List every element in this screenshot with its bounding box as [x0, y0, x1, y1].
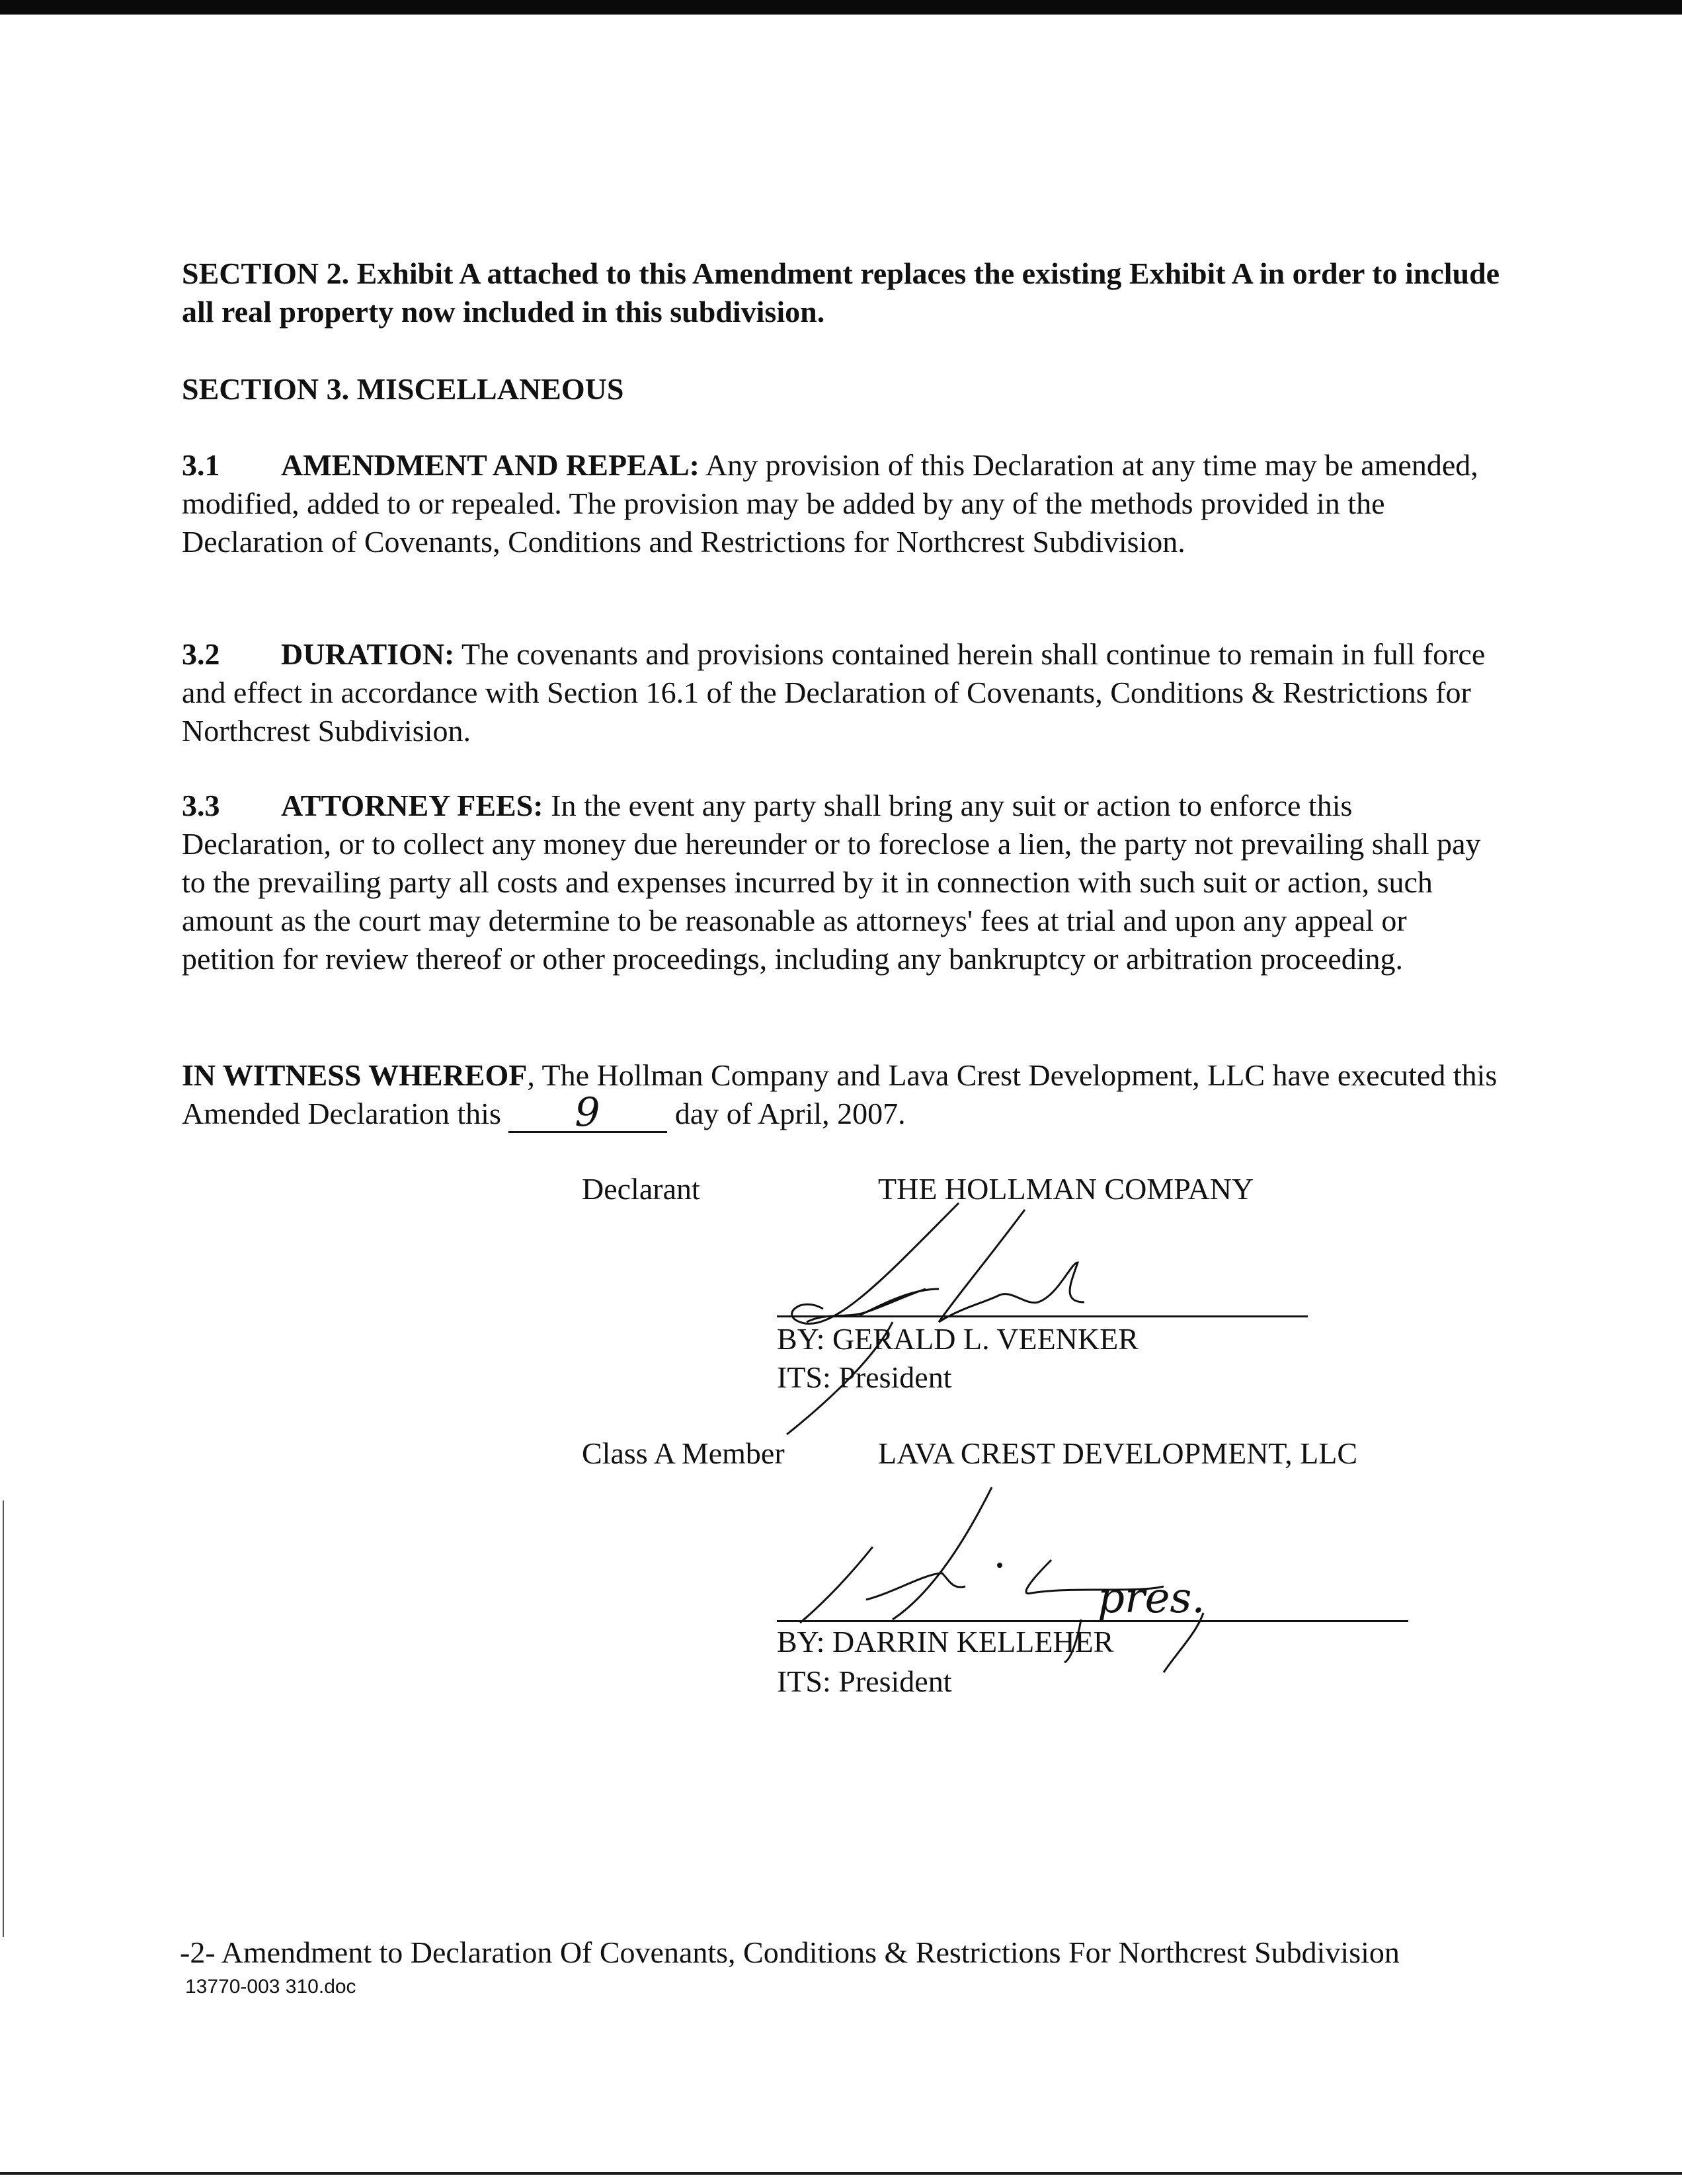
- lava-crest-company-name: LAVA CREST DEVELOPMENT, LLC: [878, 1436, 1357, 1470]
- handwritten-pres-note: pres.: [1098, 1574, 1205, 1623]
- veenker-by-line: BY: GERALD L. VEENKER: [777, 1322, 1139, 1356]
- section-2-paragraph: SECTION 2. Exhibit A attached to this Amendment replaces the existing Exhibit A in order to include all real property now included in this subdivision.: [182, 256, 1500, 329]
- clause-body: In the event any party shall bring any suit or action to enforce this Declaration, or to collect any money due hereunder or to foreclose a lien, the party not prevailing shall pay to the prevailing party all costs and expenses incurred by it in connection with such suit or action, such amount as the court may determine to be reasonable as attorneys' fees at trial and upon any appeal or petition for review thereof or other proceedings, including any bankruptcy or arbitration proceeding.: [182, 789, 1481, 976]
- page-footer-title: -2- Amendment to Declaration Of Covenants, Conditions & Restrictions For Northcrest Subdivision: [180, 1935, 1400, 1969]
- handwritten-day: 9: [575, 1089, 600, 1136]
- kelleher-its-line: ITS: President: [777, 1664, 952, 1698]
- witness-lead: IN WITNESS WHEREOF: [182, 1058, 528, 1092]
- page-footer-filename: 13770-003 310.doc: [185, 1976, 356, 1998]
- clause-3-1: [182, 446, 1504, 561]
- declarant-label: Declarant: [582, 1172, 700, 1206]
- hollman-company-name: THE HOLLMAN COMPANY: [878, 1172, 1254, 1206]
- veenker-its-line: ITS: President: [777, 1360, 952, 1394]
- witness-paragraph: [182, 1056, 1504, 1136]
- clause-body: The covenants and provisions contained herein shall continue to remain in full force and effect in accordance with Section 16.1 of the Declaration of Covenants, Conditions & Restrictions for Northcrest Subdivision.: [182, 637, 1486, 748]
- clause-number: 3.2: [182, 637, 220, 671]
- clause-3-3: [182, 787, 1504, 978]
- section-3-heading: SECTION 3. MISCELLANEOUS: [182, 372, 624, 406]
- clause-number: 3.1: [182, 448, 220, 482]
- witness-text-1: , The Hollman Company and Lava Crest Development, LLC have executed this Amended Declaration this: [182, 1058, 1498, 1130]
- day-blank: [508, 1089, 667, 1136]
- clause-title: AMENDMENT AND REPEAL:: [281, 448, 700, 482]
- clause-3-2: [182, 635, 1504, 750]
- veenker-signature-mark: [760, 1190, 1170, 1441]
- scan-left-edge: [3, 1501, 4, 1937]
- scan-bottom-line: [0, 2172, 1682, 2175]
- clause-body: Any provision of this Declaration at any time may be amended, modified, added to or repealed. The provision may be added by any of the methods provided in the Declaration of Covenants, Conditions and Restrictions for Northcrest Subdivision.: [182, 448, 1478, 559]
- clause-title: DURATION:: [281, 637, 455, 671]
- kelleher-by-line: BY: DARRIN KELLEHER: [777, 1625, 1114, 1658]
- class-a-member-label: Class A Member: [582, 1436, 785, 1470]
- witness-text-2: day of April, 2007.: [674, 1097, 906, 1130]
- clause-number: 3.3: [182, 789, 220, 822]
- clause-title: ATTORNEY FEES:: [281, 789, 543, 822]
- scan-top-border: [0, 0, 1682, 15]
